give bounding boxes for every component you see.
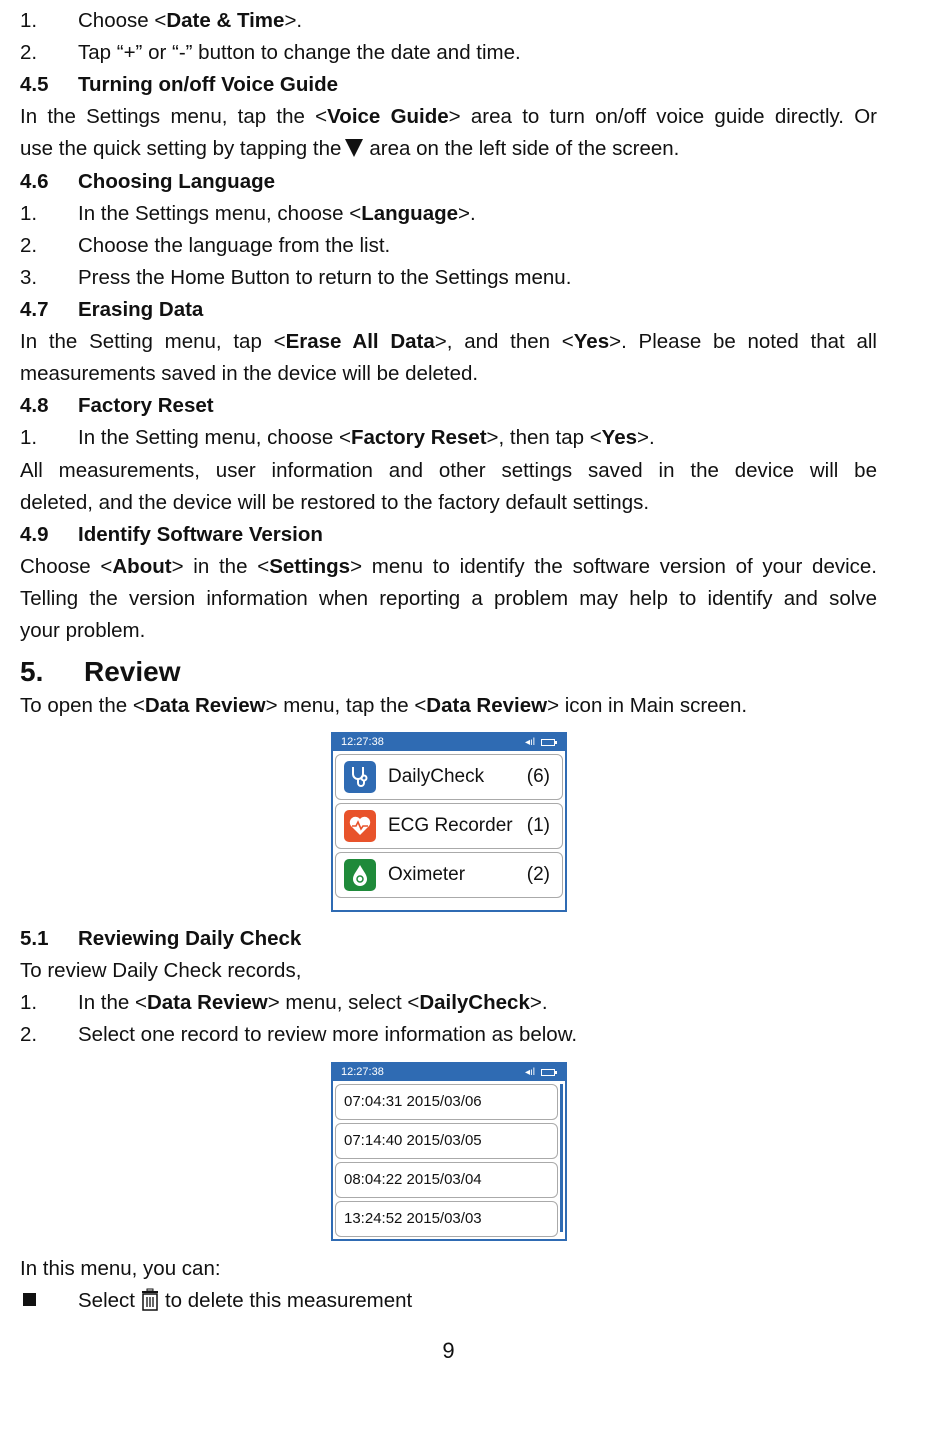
- section-heading-4-6: 4.6 Choosing Language: [20, 170, 276, 193]
- down-triangle-icon: [345, 139, 363, 157]
- paragraph: deleted, and the device will be restored to the factory default settings.: [20, 491, 650, 514]
- battery-icon: [541, 1069, 555, 1076]
- paragraph: In the Setting menu, tap <Erase All Data>, and then <Yes>. Please be noted that all: [20, 330, 877, 353]
- paragraph: To open the <Data Review> menu, tap the <Data Review> icon in Main screen.: [20, 694, 748, 717]
- paragraph: Choose <About> in the <Settings> menu to identify the software version of your device.: [20, 555, 878, 578]
- trash-icon: [139, 1288, 161, 1312]
- data-review-screenshot: [331, 732, 567, 912]
- record-row[interactable]: 08:04:22 2015/03/04: [335, 1162, 558, 1198]
- paragraph: To review Daily Check records,: [20, 959, 302, 982]
- stethoscope-icon: [344, 761, 376, 793]
- paragraph: measurements saved in the device will be deleted.: [20, 362, 479, 385]
- scrollbar[interactable]: [560, 1084, 563, 1232]
- heart-ecg-icon: [344, 810, 376, 842]
- paragraph: your problem.: [20, 619, 146, 642]
- section-heading-4-8: 4.8 Factory Reset: [20, 394, 214, 417]
- record-row[interactable]: 07:14:40 2015/03/05: [335, 1123, 558, 1159]
- paragraph: All measurements, user information and other settings saved in the device will be: [20, 459, 877, 482]
- paragraph: use the quick setting by tapping the area on the left side of the screen.: [20, 137, 680, 160]
- signal-icon: ◂ıl: [524, 737, 535, 748]
- list-item: 2. Choose the language from the list.: [20, 234, 391, 257]
- list-item: 1. In the <Data Review> menu, select <DailyCheck>.: [20, 991, 548, 1014]
- status-bar: 12:27:38 ◂ıl: [333, 1064, 565, 1081]
- menu-item-dailycheck[interactable]: DailyCheck (6): [335, 754, 563, 800]
- list-item: 1. In the Settings menu, choose <Language>.: [20, 202, 476, 225]
- chapter-heading-5: 5. Review: [20, 656, 181, 687]
- oxygen-drop-icon: [344, 859, 376, 891]
- list-item: 3. Press the Home Button to return to the Settings menu.: [20, 266, 572, 289]
- signal-icon: ◂ıl: [524, 1067, 535, 1078]
- section-heading-4-7: 4.7 Erasing Data: [20, 298, 204, 321]
- list-item: 1. Choose <Date & Time>.: [20, 9, 303, 32]
- dailycheck-records-screenshot: [331, 1062, 567, 1241]
- section-heading-5-1: 5.1 Reviewing Daily Check: [20, 927, 302, 950]
- paragraph: Telling the version information when reporting a problem may help to identify and solve: [20, 587, 877, 610]
- bullet-square-icon: [23, 1293, 36, 1306]
- status-bar: 12:27:38 ◂ıl: [333, 734, 565, 751]
- battery-icon: [541, 739, 555, 746]
- record-row[interactable]: 13:24:52 2015/03/03: [335, 1201, 558, 1237]
- paragraph: In this menu, you can:: [20, 1257, 221, 1280]
- page-number: 9: [442, 1338, 455, 1363]
- section-heading-4-5: 4.5 Turning on/off Voice Guide: [20, 73, 339, 96]
- menu-item-oximeter[interactable]: Oximeter (2): [335, 852, 563, 898]
- bullet-item: Select to delete this measurement: [20, 1288, 412, 1314]
- section-heading-4-9: 4.9 Identify Software Version: [20, 523, 323, 546]
- list-item: 1. In the Setting menu, choose <Factory Reset>, then tap <Yes>.: [20, 426, 655, 449]
- record-row[interactable]: 07:04:31 2015/03/06: [335, 1084, 558, 1120]
- list-item: 2. Select one record to review more information as below.: [20, 1023, 578, 1046]
- list-item: 2. Tap “+” or “-” button to change the date and time.: [20, 41, 521, 64]
- paragraph: In the Settings menu, tap the <Voice Guide> area to turn on/off voice guide directly. Or: [20, 105, 877, 128]
- menu-item-ecg-recorder[interactable]: ECG Recorder (1): [335, 803, 563, 849]
